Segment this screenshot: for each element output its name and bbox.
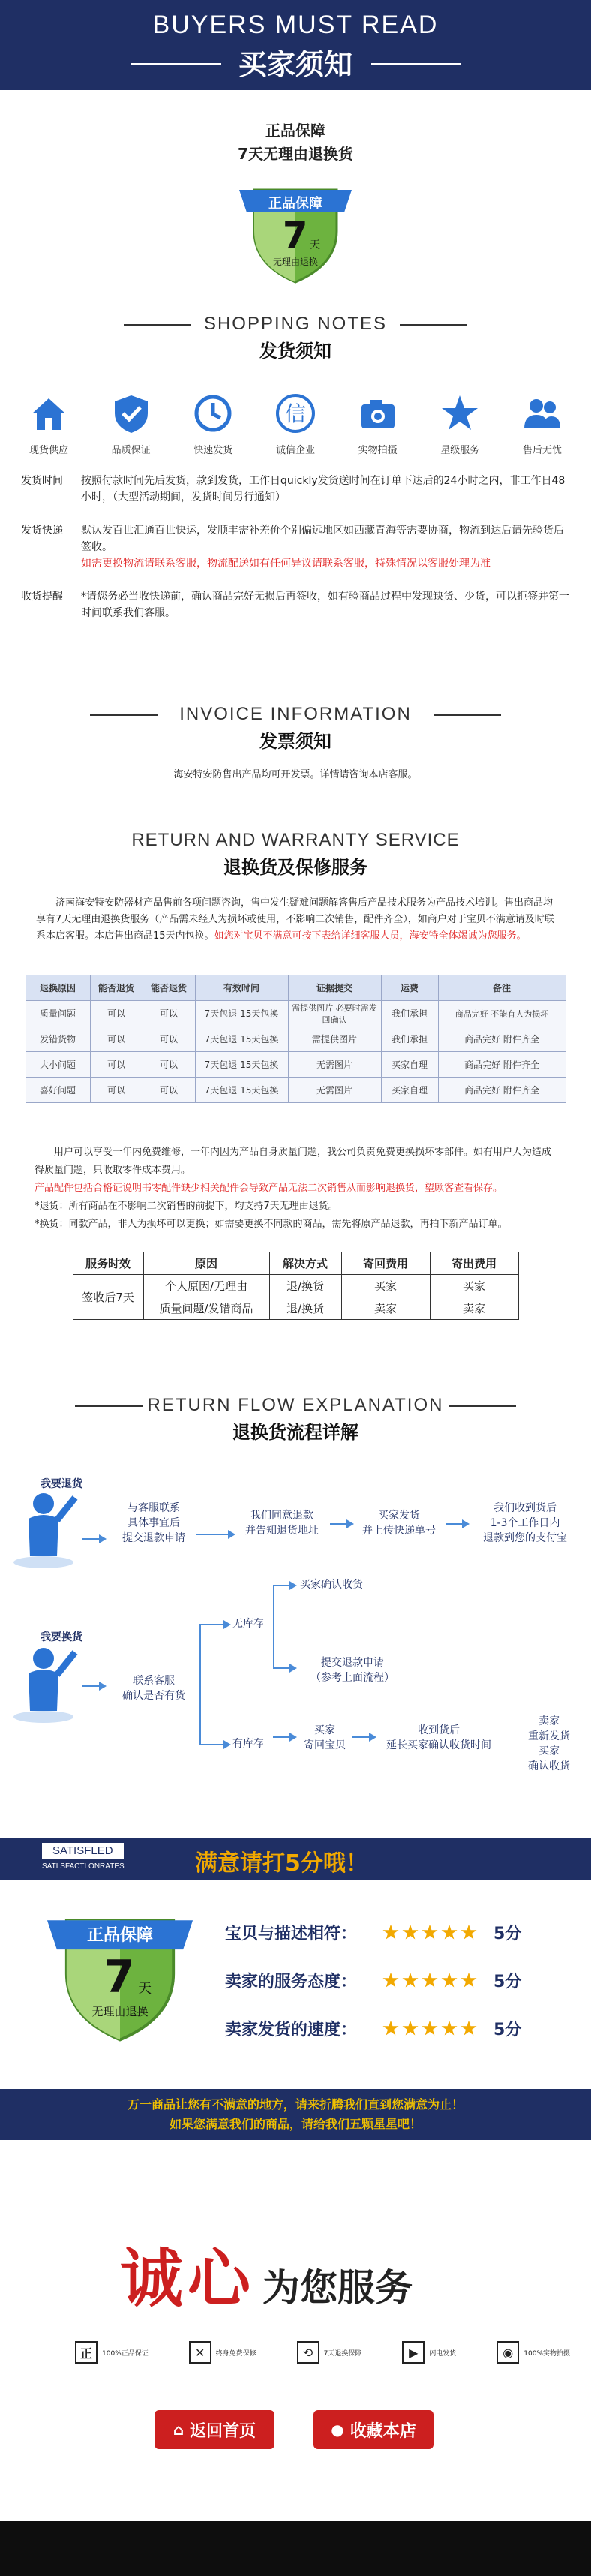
title-line-right (400, 324, 467, 326)
home-icon: ⌂ (172, 2421, 184, 2439)
badge: ✕ 终身免费保修 (189, 2341, 256, 2364)
flow2-step1: 联系客服 确认是否有货 (122, 1675, 185, 1702)
shipping-title-zh: 发货须知 (260, 341, 332, 362)
rating-row-speed: 卖家发货的速度： 5分 (225, 2021, 522, 2039)
star-icon (382, 1973, 399, 1989)
flow1-step4: 我们收到货后 1-3个工作日内 退款到您的支付宝 (483, 1502, 567, 1544)
guarantee-line2: 7天无理由退换货 (238, 145, 353, 163)
star-icon (441, 2021, 458, 2037)
star-icon (422, 1973, 438, 1989)
star-icon (460, 1973, 477, 1989)
blue-banner: 万一商品让您有不满意的地方，请来折腾我们直到您满意为止！ 如果您满意我们的商品，请给我们五颗星星吧！ (0, 2089, 591, 2140)
refresh-icon: ⟲ (297, 2341, 320, 2364)
invoice-text: 海安特安防售出产品均可开发票。详情请咨询本店客服。 (173, 769, 418, 780)
person-exchange-icon (14, 1636, 81, 1726)
shield-sub: 无理由退换 (272, 257, 318, 267)
feature-after: 售后无忧 (510, 391, 574, 456)
star-icon (402, 1925, 418, 1941)
shield-day: 天 (310, 239, 320, 251)
zheng-icon: 正 (75, 2341, 98, 2364)
shield-num: 7 (283, 215, 308, 257)
clock-icon (190, 391, 236, 436)
title-line-left (124, 324, 191, 326)
back-home-button[interactable]: ⌂ 返回首页 (154, 2410, 274, 2449)
table-row: 发错货物 可以 可以 7天包退 15天包换 需提供图片 我们承担 商品完好 附件齐全 (26, 1026, 566, 1052)
footer-bar (0, 2521, 591, 2576)
table-row: 喜好问题 可以 可以 7天包退 15天包换 无需图片 买家自理 商品完好 附件齐全 (26, 1078, 566, 1103)
return-title: RETURN AND WARRANTY SERVICE 退换货及保修服务 (131, 830, 460, 878)
star-icon (441, 1925, 458, 1941)
rating-shield: 正品保障 7 天 无理由退换 (38, 1894, 225, 2044)
star-icon (441, 1973, 458, 1989)
table-header: 退换原因 能否退货 能否退货 有效时间 证据提交 运费 备注 (26, 975, 566, 1001)
star-icon (382, 2021, 399, 2037)
tools-icon: ✕ (189, 2341, 212, 2364)
star-icon (382, 1925, 399, 1941)
table-row: 大小问题 可以 可以 7天包退 15天包换 无需图片 买家自理 商品完好 附件齐全 (26, 1052, 566, 1078)
star-icon (402, 1973, 418, 1989)
flow1-step3: 买家发货 并上传快递单号 (362, 1510, 436, 1537)
feature-credit: 信 诚信企业 (263, 391, 328, 456)
return-table-wrap (0, 975, 591, 1103)
feature-photo: 实物拍摄 (346, 391, 410, 456)
header-line-right (371, 63, 461, 65)
star-icon (422, 1925, 438, 1941)
camera-icon (356, 391, 400, 436)
flow-area: 我要退货 与客服联系 具体事宜后 提交退款申请 我们同意退款 并告知退货地址 买家发货 并上传快递单号 我们收到货后 1-3个工作日内 退款到您的支付宝 我要换货 联系客服 确认是否有货 无库存 有库存 买家确认收货 提交退款申请 （参考上面流程） 买家 寄回宝贝 收到货后 延长买家确认收货时间 卖家 重新发货 买家 确认收货 (0, 1459, 591, 1834)
service-table-wrap (0, 1252, 591, 1320)
star-icon (460, 1925, 477, 1941)
header-zh: 买家须知 (238, 48, 352, 81)
badge: 正 100%正品保证 (75, 2341, 148, 2364)
feature-star: 星级服务 (428, 391, 492, 456)
satisfaction-banner: SATISFLED SATLSFACTLONRATES 满意请打5分哦！ (0, 1838, 591, 1880)
return-table (26, 975, 566, 1103)
star-icon (437, 391, 482, 436)
shipping-express-row: 发货快递 默认发百世汇通百世快运，发顺丰需补差价个别偏远地区如西藏青海等需要协商，物流到达后请先验货后签收。 如需更换物流请联系客服，物流配送如有任何异议请联系客服，特殊情况以客服处理为准 (21, 525, 564, 570)
shipping-title (0, 314, 591, 362)
favorite-shop-button[interactable]: ● 收藏本店 (314, 2410, 434, 2449)
flow1-step1: 与客服联系 具体事宜后 提交退款申请 (122, 1502, 185, 1544)
people-icon (520, 391, 565, 436)
return-text: 济南海安特安防器材产品售前各项问题咨询，售中发生疑难问题解答售后产品技术服务为产品技术培训。售出商品均享有7天无理由退换货服务（产品需未经人为损坏或使用，不影响二次销售，配件齐全），如商户对于宝贝不满意请及时联系本店客服。本店售出商品15天内包换。如您对宝贝不满意可按下表给详细客服人员，海安特全体竭诚为您服务。 (36, 897, 554, 942)
flow1-step2: 我们同意退款 并告知退货地址 (245, 1510, 319, 1537)
table-row: 质量问题 可以 可以 7天包退 15天包换 需提供图片 必要时需发回确认 我们承担 商品完好 不能有人为损坏 (26, 1001, 566, 1026)
star-icon (422, 2021, 438, 2037)
feature-home: 现货供应 (16, 391, 81, 456)
photo-icon: ◉ (496, 2341, 519, 2364)
rating-row-service: 卖家的服务态度： 5分 (225, 1973, 522, 1991)
badge: ◉ 100%实物拍摄 (496, 2341, 570, 2364)
svg-text:信: 信 (284, 401, 306, 426)
invoice-title: INVOICE INFORMATION 发票须知 (0, 704, 591, 753)
shield-check-icon (109, 391, 154, 436)
flow-title: RETURN FLOW EXPLANATION 退换货流程详解 (0, 1395, 591, 1444)
guarantee-line1: 正品保障 (266, 122, 326, 140)
star-icon (460, 2021, 477, 2037)
warranty-text: 用户可以享受一年内免费维修，一年内因为产品自身质量问题，我公司负责免费更换损坏零部件。如有用户人为造成得质量问题，只收取零件成本费用。 产品配件包括合格证说明书零配件缺少相关配件会导致产品无法二次销售从而影响退换货，望顾客查看保存。 *退货：所有商品在不影响二次销售的前提下，均支持7天无理由退货。 *换货：同款产品，非人为损坏可以更换；如需要更换不同款的商品，需先将原产品退款，再拍下新产品订单。 (34, 1147, 552, 1230)
shipping-title-en: SHOPPING NOTES (203, 314, 388, 334)
badges-row (75, 2341, 570, 2364)
guarantee-shield (232, 171, 359, 284)
header-banner (0, 0, 591, 90)
shipping-time-row: 发货时间 按照付款时间先后发货，款到发货，工作日quickly发货送时间在订单下达后的24小时之内，非工作日48小时，（大型活动期间，发货时间另行通知） (21, 475, 566, 503)
shipping-info (0, 473, 591, 621)
badge: ⟲ 7天退换保障 (297, 2341, 362, 2364)
xin-icon (273, 391, 318, 436)
home-icon (26, 391, 71, 436)
badge: ▶ 闪电发货 (402, 2341, 456, 2364)
feature-quality: 品质保证 (99, 391, 164, 456)
rating-row-description: 宝贝与描述相符： 5分 (225, 1925, 522, 1943)
truck-icon: ▶ (402, 2341, 424, 2364)
header-line-left (131, 63, 221, 65)
feature-fast: 快速发货 (181, 391, 245, 456)
service-table: 服务时效 原因 解决方式 寄回费用 寄出费用 签收后7天 个人原因/无理由 退/换货 买家 买家 质量问题/发错商品 退/换货 卖家 卖家 (73, 1252, 519, 1320)
star-icon (402, 2021, 418, 2037)
feature-icons (0, 391, 591, 456)
sincere-slogan: 诚心 为您服务 (120, 2242, 413, 2316)
location-pin-icon: ● (331, 2421, 344, 2439)
shipping-receive-row: 收货提醒 *请您务必当收快递前，确认商品完好无损后再签收，如有验商品过程中发现缺货、少货，可以拒签并第一时间联系我们客服。 (21, 591, 569, 619)
shield-top: 正品保障 (268, 196, 322, 212)
person-return-icon (14, 1481, 81, 1571)
header-en: BUYERS MUST READ (152, 11, 439, 39)
